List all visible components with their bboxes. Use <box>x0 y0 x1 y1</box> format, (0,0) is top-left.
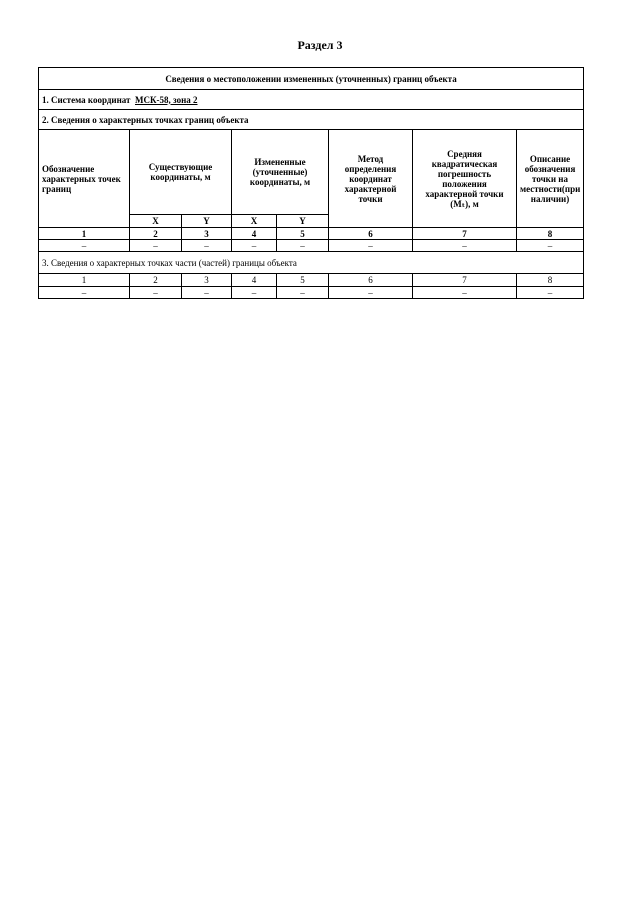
table-cell: – <box>39 240 130 252</box>
coord-system-cell <box>39 90 584 110</box>
table-cell: – <box>130 240 182 252</box>
table-cell: – <box>277 240 329 252</box>
table-cell: 1 <box>39 228 130 240</box>
table-cell: 7 <box>413 228 517 240</box>
table-row <box>39 240 584 252</box>
subheader-x-changed: X <box>232 215 277 228</box>
section3-title-row <box>39 252 584 274</box>
table-cell: 6 <box>329 228 413 240</box>
subheader-y-changed: Y <box>277 215 329 228</box>
table-cell: – <box>182 240 232 252</box>
section2-title: 2. Сведения о характерных точках границ объекта <box>39 110 584 130</box>
table-cell: 2 <box>130 274 182 287</box>
table-cell: 3 <box>182 274 232 287</box>
table-cell: 4 <box>232 274 277 287</box>
subheader-y-existing: Y <box>182 215 232 228</box>
table-cell: 6 <box>329 274 413 287</box>
table-cell: – <box>277 287 329 299</box>
table-cell: – <box>329 240 413 252</box>
header-point-designation: Обозначение характерных точек границ <box>39 130 130 228</box>
table-cell: 8 <box>517 228 584 240</box>
page-title: Раздел 3 <box>297 38 343 52</box>
coord-system-value: МСК-58, зона 2 <box>134 94 198 105</box>
table-cell: 2 <box>130 228 182 240</box>
table-title-row <box>39 68 584 90</box>
coord-system-row <box>39 90 584 110</box>
table-cell: 1 <box>39 274 130 287</box>
table-cell: – <box>517 240 584 252</box>
table-cell: 7 <box>413 274 517 287</box>
table-cell: 8 <box>517 274 584 287</box>
subheader-x-existing: X <box>130 215 182 228</box>
table-cell: 4 <box>232 228 277 240</box>
header-description: Описание обозначения точки на местности(при наличии) <box>517 130 584 228</box>
table-cell: – <box>413 287 517 299</box>
section2-title-row <box>39 110 584 130</box>
section3-number-row <box>39 274 584 287</box>
header-existing-coords: Существующие координаты, м <box>130 130 232 215</box>
table-cell: 3 <box>182 228 232 240</box>
header-changed-coords: Измененные (уточненные) координаты, м <box>232 130 329 215</box>
table-cell: – <box>232 240 277 252</box>
table-cell: – <box>517 287 584 299</box>
table-row <box>39 287 584 299</box>
section3-title: 3. Сведения о характерных точках части (частей) границы объекта <box>39 252 584 274</box>
table-cell: – <box>130 287 182 299</box>
table-title: Сведения о местоположении измененных (уточненных) границ объекта <box>39 68 584 90</box>
coord-system-label: 1. Система координат <box>42 94 131 105</box>
table-cell: – <box>413 240 517 252</box>
column-number-row <box>39 228 584 240</box>
table-cell: – <box>39 287 130 299</box>
header-accuracy: Средняя квадратическая погрешность положения характерной точки (Mₜ), м <box>413 130 517 228</box>
boundary-table <box>38 67 584 299</box>
table-cell: 5 <box>277 228 329 240</box>
header-row <box>39 130 584 215</box>
header-method: Метод определения координат характерной точки <box>329 130 413 228</box>
table-cell: – <box>182 287 232 299</box>
table-cell: 5 <box>277 274 329 287</box>
table-cell: – <box>329 287 413 299</box>
table-cell: – <box>232 287 277 299</box>
